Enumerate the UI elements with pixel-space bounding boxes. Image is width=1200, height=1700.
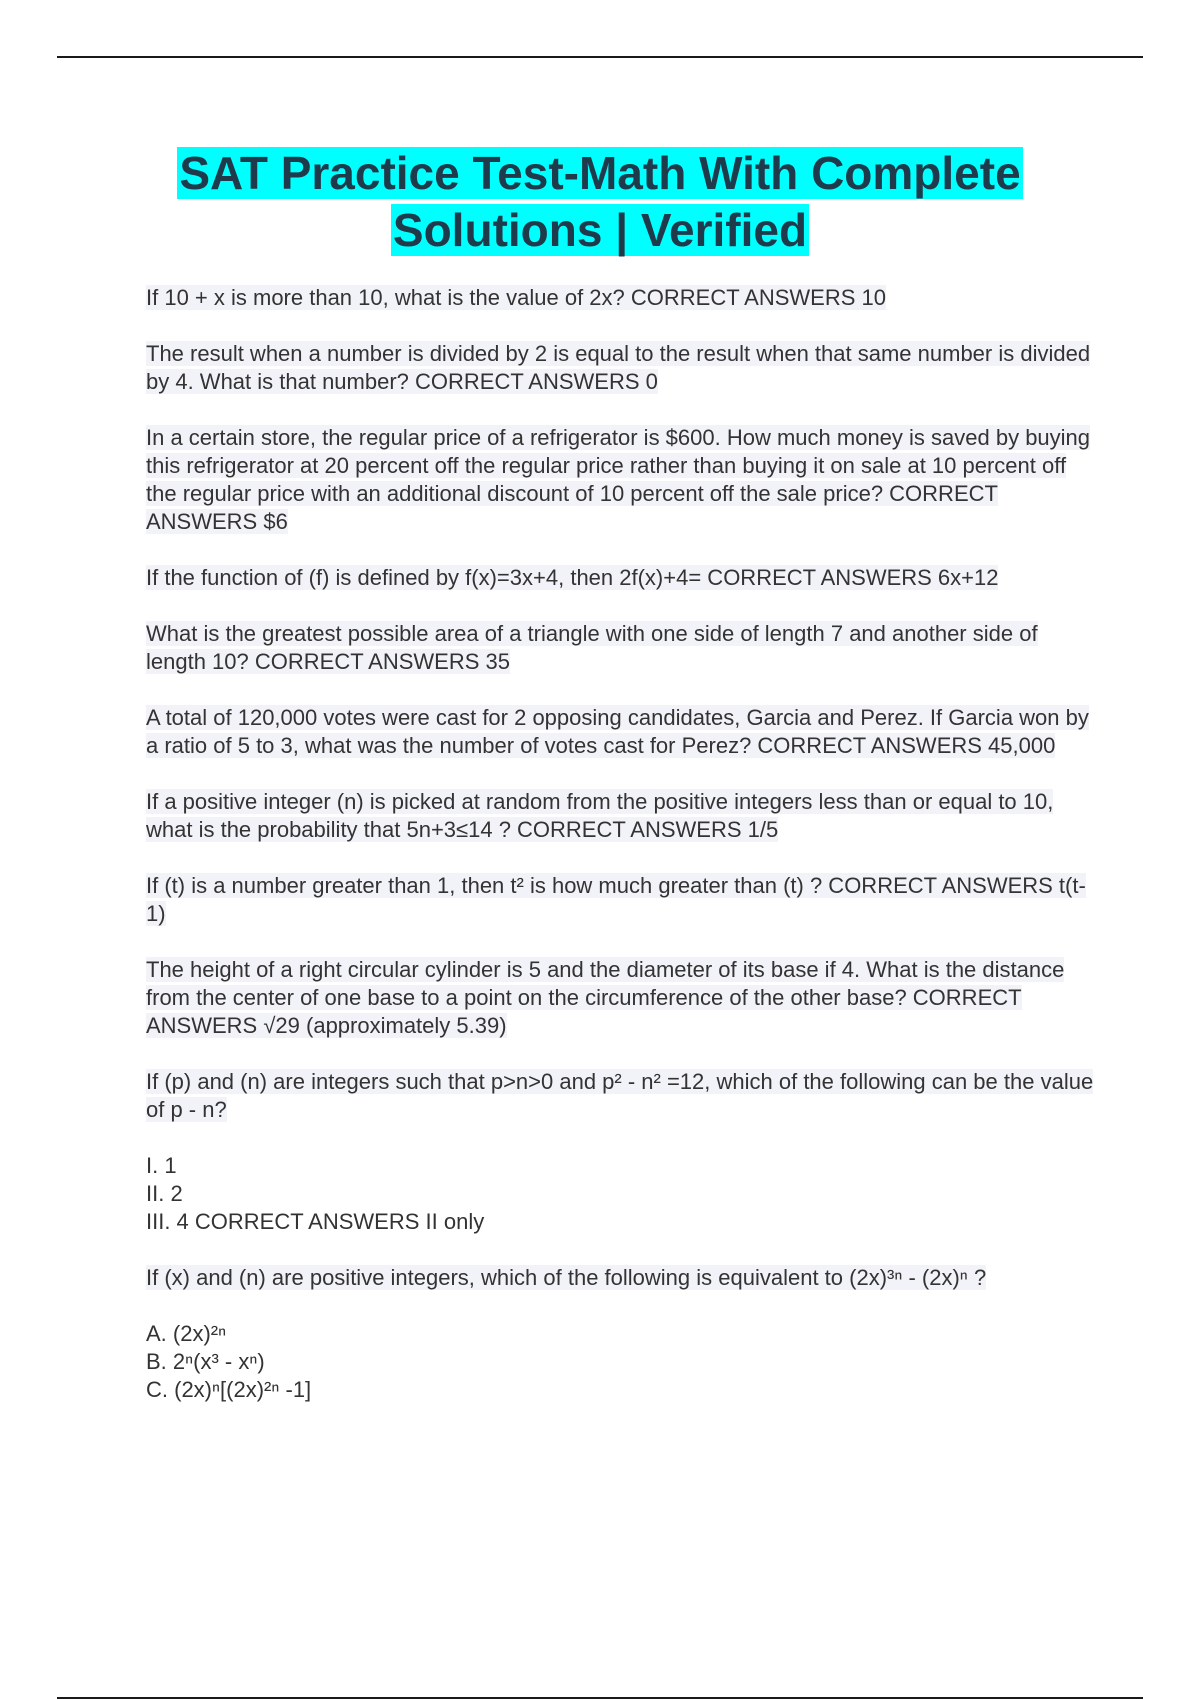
question-10-options <box>146 1152 1096 1236</box>
top-rule <box>57 56 1143 58</box>
question-4: If the function of (f) is defined by f(x)=3x+4, then 2f(x)+4= CORRECT ANSWERS 6x+12 <box>146 565 999 590</box>
option-item: B. 2ⁿ(x³ - xⁿ) <box>146 1349 265 1374</box>
bottom-rule <box>57 1697 1143 1699</box>
question-9: The height of a right circular cylinder is 5 and the diameter of its base if 4. What is the distance from the center of one base to a point on the circumference of the other base? CORRECT ANSWERS √29 (approximately 5.39) <box>146 957 1065 1038</box>
question-2: The result when a number is divided by 2 is equal to the result when that same number is divided by 4. What is that number? CORRECT ANSWERS 0 <box>146 341 1091 394</box>
question-7: If a positive integer (n) is picked at random from the positive integers less than or equal to 10, what is the probability that 5n+3≤14 ? CORRECT ANSWERS 1/5 <box>146 789 1054 842</box>
option-item: C. (2x)ⁿ[(2x)²ⁿ -1] <box>146 1377 312 1402</box>
option-item: II. 2 <box>146 1181 183 1206</box>
title-line-1: SAT Practice Test-Math With Complete <box>179 147 1021 199</box>
question-11: If (x) and (n) are positive integers, which of the following is equivalent to (2x)³ⁿ - (2x)ⁿ ? <box>146 1265 987 1290</box>
question-6: A total of 120,000 votes were cast for 2 opposing candidates, Garcia and Perez. If Garcia won by a ratio of 5 to 3, what was the number of votes cast for Perez? CORRECT ANSWERS 45,000 <box>146 705 1089 758</box>
option-item: A. (2x)²ⁿ <box>146 1321 227 1346</box>
question-8: If (t) is a number greater than 1, then t² is how much greater than (t) ? CORRECT ANSWERS t(t-1) <box>146 873 1086 926</box>
question-11-options <box>146 1320 1096 1404</box>
question-list <box>146 284 1096 1432</box>
option-item: I. 1 <box>146 1153 177 1178</box>
option-item: III. 4 CORRECT ANSWERS II only <box>146 1209 485 1234</box>
document-title <box>100 145 1100 259</box>
question-10: If (p) and (n) are integers such that p>n>0 and p² - n² =12, which of the following can be the value of p - n? <box>146 1069 1094 1122</box>
question-5: What is the greatest possible area of a triangle with one side of length 7 and another side of length 10? CORRECT ANSWERS 35 <box>146 621 1038 674</box>
title-line-2: Solutions | Verified <box>392 204 808 256</box>
question-3: In a certain store, the regular price of a refrigerator is $600. How much money is saved by buying this refrigerator at 20 percent off the regular price rather than buying it on sale at 10 percent off the regular price with an additional discount of 10 percent off the sale price? CORRECT ANSWERS $6 <box>146 425 1091 534</box>
question-1: If 10 + x is more than 10, what is the value of 2x? CORRECT ANSWERS 10 <box>146 285 886 310</box>
